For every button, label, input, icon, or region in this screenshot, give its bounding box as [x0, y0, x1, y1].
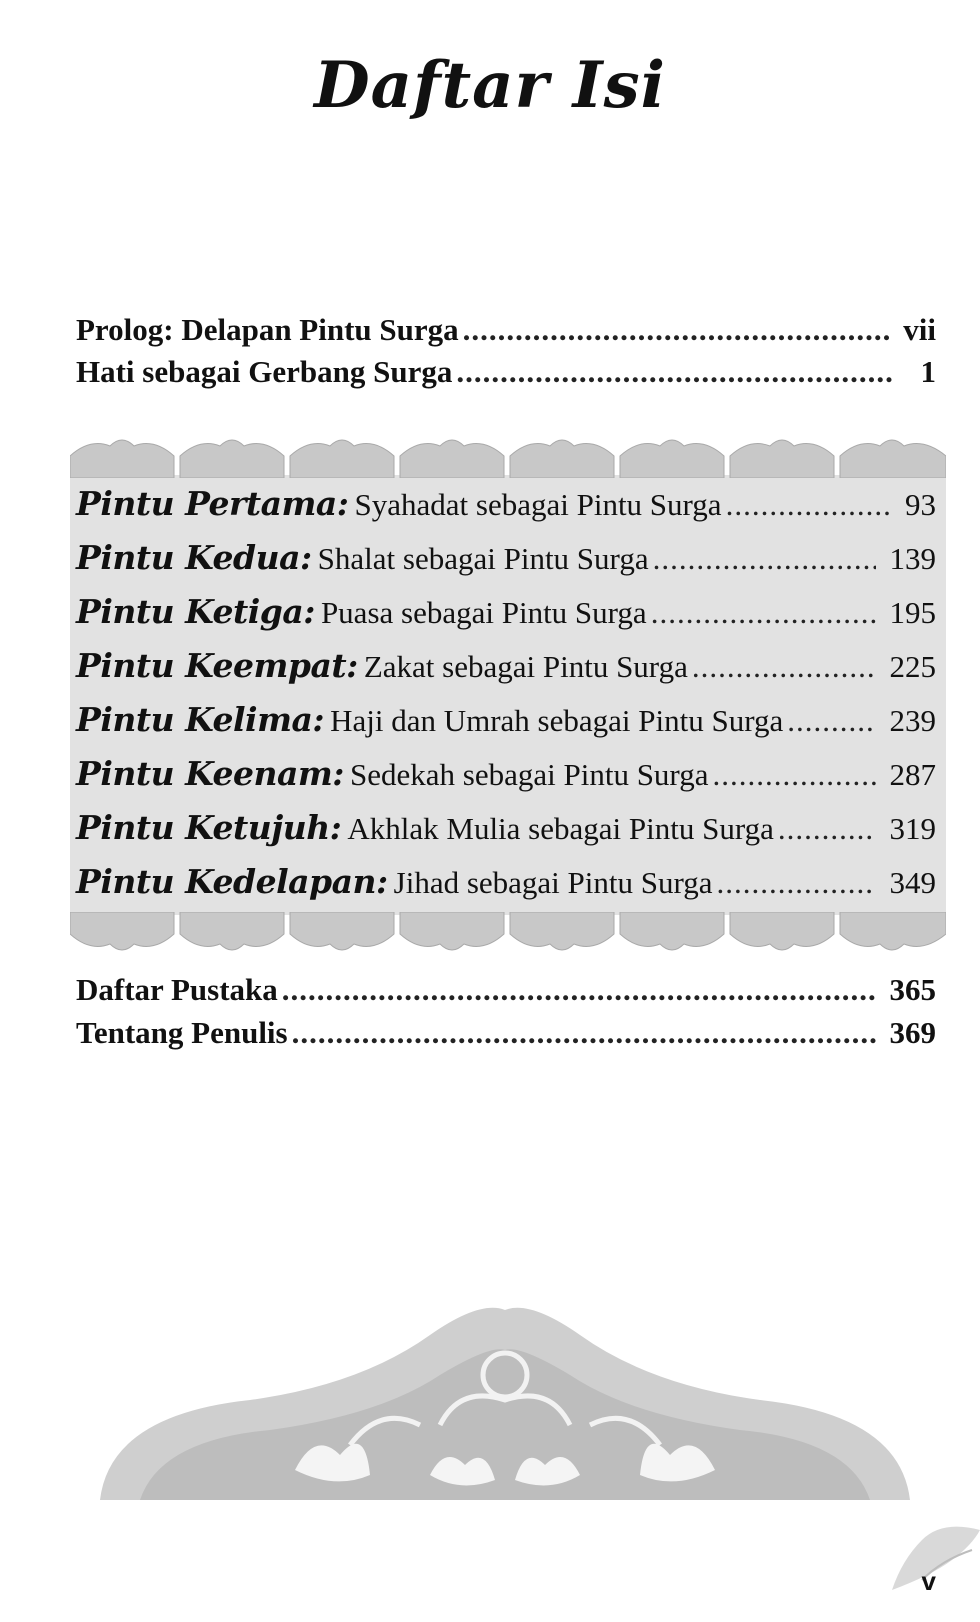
leader-dots — [292, 1015, 876, 1051]
leader-dots — [282, 972, 876, 1008]
chapter-page: 287 — [889, 757, 936, 792]
toc-entry-title: Tentang Penulis — [76, 1015, 288, 1050]
chapter-title: Puasa sebagai Pintu Surga — [320, 595, 647, 630]
toc-entry-page: 1 — [920, 354, 936, 389]
leader-dots — [712, 757, 875, 793]
toc-entry-title: Hati sebagai Gerbang Surga — [76, 354, 453, 389]
leader-dots — [726, 487, 891, 523]
chapter-page: 239 — [889, 703, 936, 738]
toc-chapter-6[interactable] — [76, 754, 936, 798]
toc-entry-prolog[interactable] — [76, 312, 936, 356]
chapter-page: 139 — [889, 541, 936, 576]
chapter-page: 195 — [889, 595, 936, 630]
chapter-title: Zakat sebagai Pintu Surga — [363, 649, 688, 684]
page-number: v — [921, 1566, 936, 1596]
toc-entry-title: Prolog: Delapan Pintu Surga — [76, 312, 459, 347]
chapter-label: Pintu Kelima: — [76, 700, 325, 739]
chapter-label: Pintu Ketujuh: — [76, 808, 342, 847]
chapter-label: Pintu Keempat: — [76, 646, 358, 685]
toc-entry-page: 369 — [889, 1015, 936, 1050]
chapter-label: Pintu Kedua: — [76, 538, 312, 577]
toc-chapter-1[interactable] — [76, 484, 936, 528]
toc-entry-tentang-penulis[interactable] — [76, 1015, 936, 1059]
leader-dots — [463, 312, 890, 348]
toc-chapter-2[interactable] — [76, 538, 936, 582]
lace-border-top — [70, 434, 946, 478]
chapter-page: 225 — [889, 649, 936, 684]
toc-entry-title: Daftar Pustaka — [76, 972, 278, 1007]
toc-entry-page: vii — [903, 312, 936, 347]
chapter-label: Pintu Keenam: — [76, 754, 344, 793]
toc-chapter-4[interactable] — [76, 646, 936, 690]
leader-dots — [692, 649, 876, 685]
leader-dots — [787, 703, 875, 739]
chapter-title: Sedekah sebagai Pintu Surga — [350, 757, 709, 792]
toc-chapter-7[interactable] — [76, 808, 936, 852]
toc-chapter-8[interactable] — [76, 862, 936, 906]
leader-dots — [653, 541, 876, 577]
toc-entry-daftar-pustaka[interactable] — [76, 972, 936, 1016]
leader-dots — [717, 865, 876, 901]
chapter-page: 93 — [905, 487, 936, 522]
chapter-title: Jihad sebagai Pintu Surga — [393, 865, 713, 900]
chapter-title: Haji dan Umrah sebagai Pintu Surga — [330, 703, 784, 738]
chapter-label: Pintu Kedelapan: — [76, 862, 388, 901]
chapter-page: 349 — [889, 865, 936, 900]
page-title: Daftar Isi — [314, 48, 666, 123]
chapter-page: 319 — [889, 811, 936, 846]
chapter-title: Syahadat sebagai Pintu Surga — [354, 487, 722, 522]
chapter-label: Pintu Pertama: — [76, 484, 349, 523]
chapter-title: Shalat sebagai Pintu Surga — [317, 541, 649, 576]
leader-dots — [456, 354, 892, 390]
chapter-label: Pintu Ketiga: — [76, 592, 315, 631]
toc-entry-page: 365 — [889, 972, 936, 1007]
leader-dots — [778, 811, 876, 847]
toc-entry-hati[interactable] — [76, 354, 936, 398]
chapter-title: Akhlak Mulia sebagai Pintu Surga — [347, 811, 774, 846]
toc-chapter-5[interactable] — [76, 700, 936, 744]
lace-border-bottom — [70, 912, 946, 956]
toc-chapter-3[interactable] — [76, 592, 936, 636]
floral-arch-ornament — [100, 1305, 910, 1500]
leader-dots — [651, 595, 876, 631]
